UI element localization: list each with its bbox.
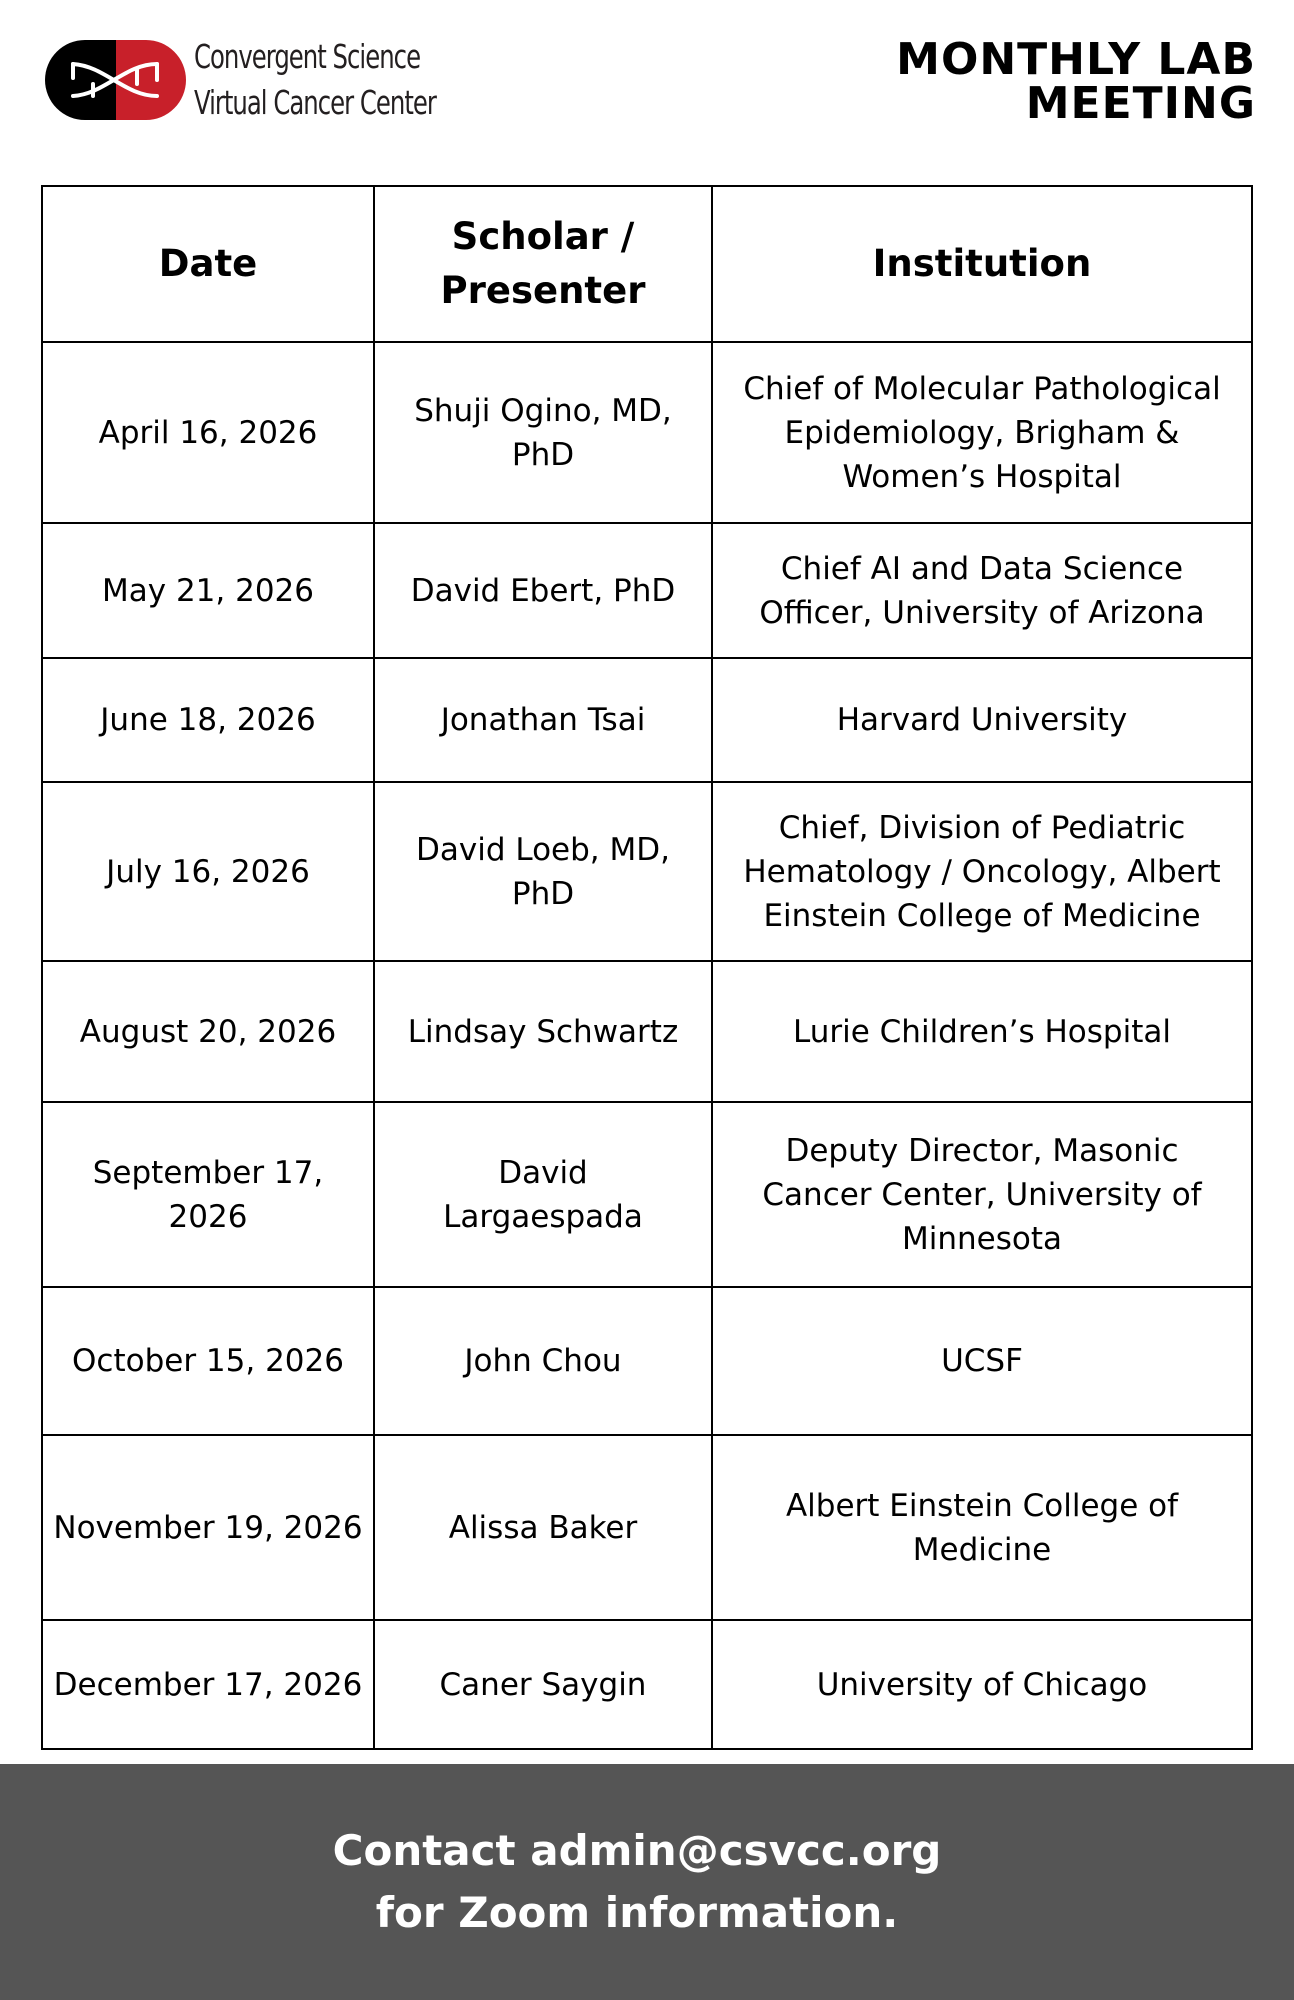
logo-line-1: Convergent Science	[194, 37, 421, 76]
cell-institution: UCSF	[712, 1287, 1252, 1435]
cell-institution: Albert Einstein College of Medicine	[712, 1435, 1252, 1620]
dna-helix-icon	[45, 40, 186, 120]
page-title	[896, 34, 1256, 129]
table-row	[42, 961, 1252, 1102]
cell-scholar: David Loeb, MD, PhD	[374, 782, 712, 961]
cell-scholar: John Chou	[374, 1287, 712, 1435]
contact-line-2: for Zoom information.	[375, 1888, 899, 1937]
table-row	[42, 342, 1252, 523]
cell-institution: Chief, Division of Pediatric Hematology / Oncology, Albert Einstein College of Medicine	[712, 782, 1252, 961]
cell-institution: Lurie Children’s Hospital	[712, 961, 1252, 1102]
table-row	[42, 1435, 1252, 1620]
table-row	[42, 782, 1252, 961]
contact-line-1: Contact admin@csvcc.org	[332, 1826, 942, 1875]
cell-date: April 16, 2026	[42, 342, 374, 523]
logo-line-2: Virtual Cancer Center	[194, 83, 436, 122]
table-row	[42, 523, 1252, 658]
table-row	[42, 1102, 1252, 1287]
column-header-scholar	[374, 186, 712, 342]
column-header-scholar-line-1: Scholar /	[451, 215, 635, 258]
logo-text	[194, 34, 436, 126]
cell-date: December 17, 2026	[42, 1620, 374, 1749]
page-title-line-1: MONTHLY LAB	[896, 34, 1256, 85]
meeting-schedule-table	[41, 185, 1253, 1750]
cell-scholar: Jonathan Tsai	[374, 658, 712, 782]
cell-institution: Chief of Molecular Pathological Epidemiology, Brigham & Women’s Hospital	[712, 342, 1252, 523]
column-header-date: Date	[42, 186, 374, 342]
contact-footer	[0, 1764, 1294, 2000]
cell-scholar: Shuji Ogino, MD, PhD	[374, 342, 712, 523]
page-title-line-2: MEETING	[1025, 78, 1256, 129]
cell-institution: University of Chicago	[712, 1620, 1252, 1749]
column-header-scholar-line-2: Presenter	[440, 269, 646, 312]
cell-date: May 21, 2026	[42, 523, 374, 658]
helix-glyph	[45, 40, 186, 120]
column-header-institution: Institution	[712, 186, 1252, 342]
table-row	[42, 1620, 1252, 1749]
table-header-row	[42, 186, 1252, 342]
cell-scholar: Lindsay Schwartz	[374, 961, 712, 1102]
cell-institution: Harvard University	[712, 658, 1252, 782]
cell-institution: Deputy Director, Masonic Cancer Center, University of Minnesota	[712, 1102, 1252, 1287]
cell-date: July 16, 2026	[42, 782, 374, 961]
cell-scholar: David Ebert, PhD	[374, 523, 712, 658]
cell-scholar: Caner Saygin	[374, 1620, 712, 1749]
table-row	[42, 658, 1252, 782]
contact-message	[333, 1820, 942, 1944]
cell-date: September 17, 2026	[42, 1102, 374, 1287]
cell-date: June 18, 2026	[42, 658, 374, 782]
cell-date: October 15, 2026	[42, 1287, 374, 1435]
organization-logo	[45, 34, 489, 126]
cell-scholar: Alissa Baker	[374, 1435, 712, 1620]
cell-date: November 19, 2026	[42, 1435, 374, 1620]
cell-date: August 20, 2026	[42, 961, 374, 1102]
cell-scholar: David Largaespada	[374, 1102, 712, 1287]
cell-institution: Chief AI and Data Science Officer, University of Arizona	[712, 523, 1252, 658]
table-row	[42, 1287, 1252, 1435]
